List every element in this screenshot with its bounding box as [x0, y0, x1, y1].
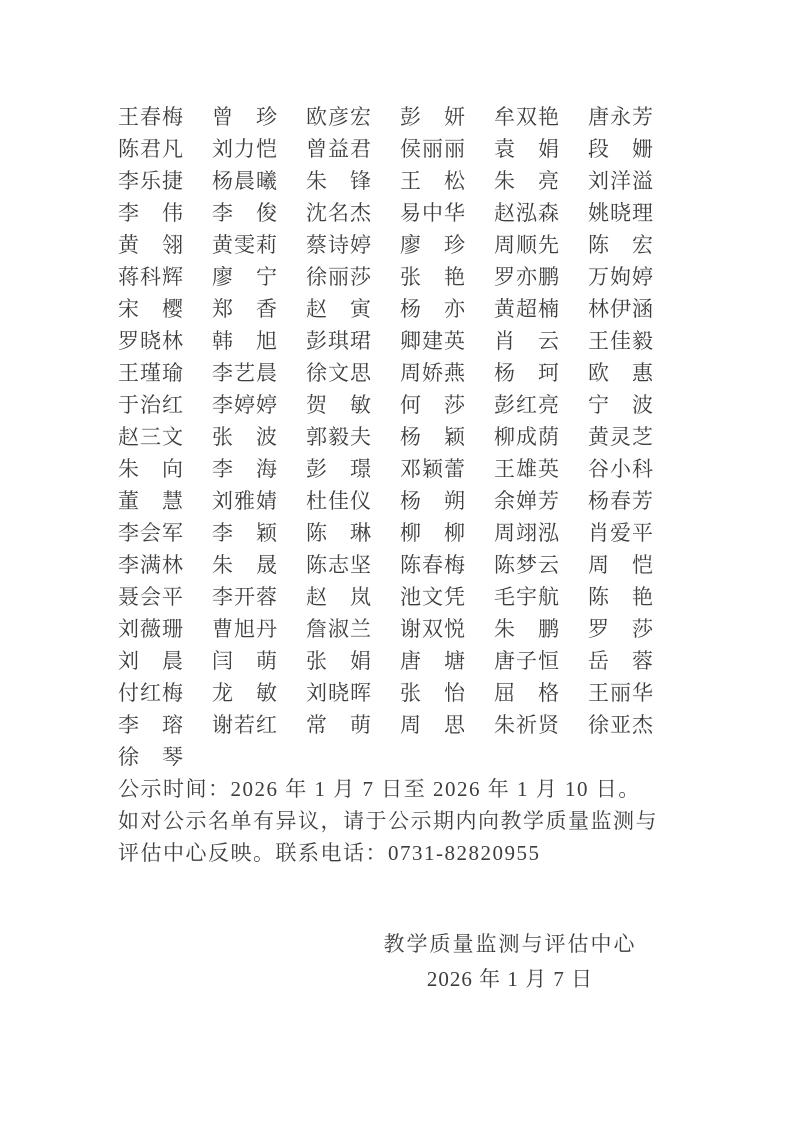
person-name: 李 海 [212, 457, 277, 481]
person-name: 唐 永 芳 [588, 105, 653, 129]
name-row [118, 549, 678, 581]
person-name: 陈 琳 [306, 521, 371, 545]
person-name: 王 瑾 瑜 [118, 361, 183, 385]
person-name: 易 中 华 [400, 201, 465, 225]
person-name: 王 松 [400, 169, 465, 193]
objection-instructions-line1: 如对公示名单有异议，请于公示期内向教学质量监测与 [118, 809, 658, 833]
person-name: 徐 文 思 [306, 361, 371, 385]
person-name: 杨 春 芳 [588, 489, 653, 513]
person-name: 侯 丽 丽 [400, 137, 465, 161]
person-name: 彭 红 亮 [494, 393, 559, 417]
signature-organization: 教学质量监测与评估中心 [383, 932, 637, 956]
person-name: 赵 泓 森 [494, 201, 559, 225]
person-name: 罗 亦 鹏 [494, 265, 559, 289]
person-name: 谢 双 悦 [400, 617, 465, 641]
person-name: 廖 珍 [400, 233, 465, 257]
person-name: 王 春 梅 [118, 105, 183, 129]
signature-date: 2026 年 1 月 7 日 [426, 967, 594, 991]
person-name: 于 治 红 [118, 393, 183, 417]
name-row [118, 581, 678, 613]
person-name: 王 丽 华 [588, 681, 653, 705]
person-name: 罗 晓 林 [118, 329, 183, 353]
name-row [118, 645, 678, 677]
person-name: 徐 琴 [118, 745, 183, 769]
name-row [118, 421, 678, 453]
signature-block [360, 927, 660, 997]
name-row [118, 613, 678, 645]
person-name: 郑 香 [212, 297, 277, 321]
person-name: 周 顺 先 [494, 233, 559, 257]
person-name: 徐 亚 杰 [588, 713, 653, 737]
person-name: 刘 雅 婧 [212, 489, 277, 513]
person-name: 陈 宏 [588, 233, 653, 257]
person-name: 段 姗 [588, 137, 653, 161]
person-name: 王 雄 英 [494, 457, 559, 481]
publicity-period-line: 公示时间：2026 年 1 月 7 日至 2026 年 1 月 10 日。 [118, 777, 641, 801]
person-name: 何 莎 [400, 393, 465, 417]
person-name: 曹 旭 丹 [212, 617, 277, 641]
person-name: 蔡 诗 婷 [306, 233, 371, 257]
person-name: 柳 成 荫 [494, 425, 559, 449]
name-grid [118, 101, 678, 773]
person-name: 周 娇 燕 [400, 361, 465, 385]
name-row [118, 677, 678, 709]
person-name: 杨 朔 [400, 489, 465, 513]
person-name: 周 翊 泓 [494, 521, 559, 545]
person-name: 彭 璟 [306, 457, 371, 481]
person-name: 杨 亦 [400, 297, 465, 321]
person-name: 岳 蓉 [588, 649, 653, 673]
person-name: 朱 晟 [212, 553, 277, 577]
person-name: 唐 子 恒 [494, 649, 559, 673]
person-name: 黄 灵 芝 [588, 425, 653, 449]
person-name: 王 佳 毅 [588, 329, 653, 353]
person-name: 韩 旭 [212, 329, 277, 353]
person-name: 贺 敏 [306, 393, 371, 417]
person-name: 陈 梦 云 [494, 553, 559, 577]
person-name: 张 艳 [400, 265, 465, 289]
person-name: 李 颖 [212, 521, 277, 545]
person-name: 宁 波 [588, 393, 653, 417]
person-name: 池 文 凭 [400, 585, 465, 609]
person-name: 杜 佳 仪 [306, 489, 371, 513]
person-name: 毛 宇 航 [494, 585, 559, 609]
person-name: 宋 樱 [118, 297, 183, 321]
person-name: 谷 小 科 [588, 457, 653, 481]
objection-instructions-line2: 评估中心反映。联系电话：0731-82820955 [118, 841, 541, 865]
name-row [118, 357, 678, 389]
person-name: 周 恺 [588, 553, 653, 577]
person-name: 欧 惠 [588, 361, 653, 385]
person-name: 肖 爱 平 [588, 521, 653, 545]
person-name: 杨 晨 曦 [212, 169, 277, 193]
person-name: 黄 超 楠 [494, 297, 559, 321]
person-name: 赵 三 文 [118, 425, 183, 449]
person-name: 袁 娟 [494, 137, 559, 161]
person-name: 姚 晓 理 [588, 201, 653, 225]
person-name: 柳 柳 [400, 521, 465, 545]
person-name: 朱 祈 贤 [494, 713, 559, 737]
person-name: 刘 晨 [118, 649, 183, 673]
person-name: 黄 翎 [118, 233, 183, 257]
person-name: 刘 洋 溢 [588, 169, 653, 193]
person-name: 牟 双 艳 [494, 105, 559, 129]
person-name: 廖 宁 [212, 265, 277, 289]
person-name: 李 开 蓉 [212, 585, 277, 609]
person-name: 赵 寅 [306, 297, 371, 321]
person-name: 罗 莎 [588, 617, 653, 641]
person-name: 林 伊 涵 [588, 297, 653, 321]
person-name: 付 红 梅 [118, 681, 183, 705]
person-name: 刘 薇 珊 [118, 617, 183, 641]
person-name: 唐 塘 [400, 649, 465, 673]
document-content [118, 101, 678, 997]
person-name: 谢 若 红 [212, 713, 277, 737]
person-name: 李 瑢 [118, 713, 183, 737]
person-name: 聂 会 平 [118, 585, 183, 609]
person-name: 卿 建 英 [400, 329, 465, 353]
person-name: 李 艺 晨 [212, 361, 277, 385]
person-name: 周 思 [400, 713, 465, 737]
person-name: 杨 珂 [494, 361, 559, 385]
person-name: 朱 向 [118, 457, 183, 481]
person-name: 詹 淑 兰 [306, 617, 371, 641]
person-name: 朱 鹏 [494, 617, 559, 641]
name-row [118, 229, 678, 261]
person-name: 李 伟 [118, 201, 183, 225]
person-name: 蒋 科 辉 [118, 265, 183, 289]
person-name: 曾 益 君 [306, 137, 371, 161]
name-row [118, 389, 678, 421]
person-name: 闫 萌 [212, 649, 277, 673]
person-name: 陈 君 凡 [118, 137, 183, 161]
person-name: 屈 格 [494, 681, 559, 705]
name-row [118, 165, 678, 197]
person-name: 李 会 军 [118, 521, 183, 545]
person-name: 陈 志 坚 [306, 553, 371, 577]
person-name: 李 俊 [212, 201, 277, 225]
person-name: 刘 力 恺 [212, 137, 277, 161]
person-name: 肖 云 [494, 329, 559, 353]
person-name: 黄 雯 莉 [212, 233, 277, 257]
person-name: 万 姁 婷 [588, 265, 653, 289]
person-name: 张 娟 [306, 649, 371, 673]
person-name: 彭 妍 [400, 105, 465, 129]
name-row [118, 261, 678, 293]
person-name: 曾 珍 [212, 105, 277, 129]
person-name: 邓 颖 蕾 [400, 457, 465, 481]
name-row [118, 197, 678, 229]
name-row [118, 325, 678, 357]
person-name: 李 乐 捷 [118, 169, 183, 193]
name-row [118, 293, 678, 325]
person-name: 董 慧 [118, 489, 183, 513]
person-name: 常 萌 [306, 713, 371, 737]
person-name: 刘 晓 晖 [306, 681, 371, 705]
name-row [118, 101, 678, 133]
person-name: 陈 艳 [588, 585, 653, 609]
name-row [118, 133, 678, 165]
person-name: 赵 岚 [306, 585, 371, 609]
person-name: 欧 彦 宏 [306, 105, 371, 129]
name-row [118, 517, 678, 549]
person-name: 朱 锋 [306, 169, 371, 193]
person-name: 李 满 林 [118, 553, 183, 577]
person-name: 张 波 [212, 425, 277, 449]
person-name: 余 婵 芳 [494, 489, 559, 513]
person-name: 徐 丽 莎 [306, 265, 371, 289]
person-name: 龙 敏 [212, 681, 277, 705]
person-name: 陈 春 梅 [400, 553, 465, 577]
person-name: 沈 名 杰 [306, 201, 371, 225]
person-name: 朱 亮 [494, 169, 559, 193]
person-name: 李 婷 婷 [212, 393, 277, 417]
person-name: 郭 毅 夫 [306, 425, 371, 449]
person-name: 张 怡 [400, 681, 465, 705]
name-row [118, 453, 678, 485]
name-row [118, 485, 678, 517]
person-name: 杨 颖 [400, 425, 465, 449]
name-row [118, 741, 678, 773]
name-row [118, 709, 678, 741]
person-name: 彭 琪 珺 [306, 329, 371, 353]
